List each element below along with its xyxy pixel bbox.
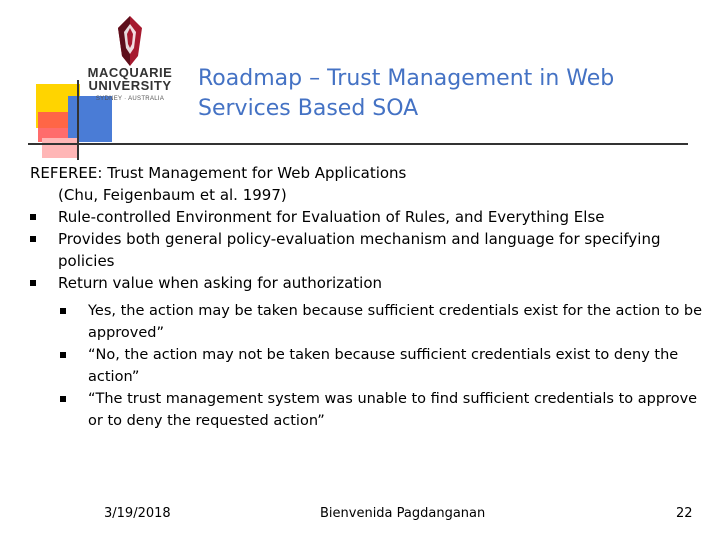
sub-bullet-list xyxy=(30,300,710,432)
sub-bullet-item xyxy=(30,344,710,388)
slide-title-line1: Roadmap – Trust Management in Web xyxy=(198,66,615,91)
bullet-item xyxy=(30,206,710,228)
footer-date: 3/19/2018 xyxy=(104,506,171,521)
university-location: SYDNEY · AUSTRALIA xyxy=(95,96,165,102)
bullet-text: Provides both general policy-evaluation mechanism and language for specifying policies xyxy=(58,230,661,270)
university-name-line1: MACQUARIE xyxy=(87,65,173,80)
square-bullet-icon xyxy=(60,308,66,314)
square-bullet-icon xyxy=(60,352,66,358)
university-name xyxy=(82,66,178,92)
sub-bullet-text: Yes, the action may be taken because sufficient credentials exist for the action to be approved” xyxy=(88,303,703,341)
square-bullet-icon xyxy=(30,280,36,286)
square-bullet-icon xyxy=(30,236,36,242)
slide-title xyxy=(198,64,698,124)
sub-bullet-item xyxy=(30,300,710,344)
sub-bullet-text: “The trust management system was unable to find sufficient credentials to approve or to deny the requested action” xyxy=(88,391,698,429)
sub-bullet-item xyxy=(30,388,710,432)
square-bullet-icon xyxy=(30,214,36,220)
decor-pink-square xyxy=(42,138,78,158)
bullet-item xyxy=(30,228,710,272)
bullet-text: Return value when asking for authorization xyxy=(58,274,383,292)
bullet-item xyxy=(30,272,710,294)
referee-citation: (Chu, Feigenbaum et al. 1997) xyxy=(58,186,287,204)
slide-title-line2: Services Based SOA xyxy=(198,96,419,121)
slide-body xyxy=(30,162,710,432)
footer-author: Bienvenida Pagdanganan xyxy=(320,506,486,521)
bullet-text: Rule-controlled Environment for Evaluation of Rules, and Everything Else xyxy=(58,208,605,226)
sub-bullet-text: “No, the action may not be taken because sufficient credentials exist to deny the action” xyxy=(88,347,679,385)
title-divider-line xyxy=(28,143,688,145)
decor-vertical-line xyxy=(77,80,79,160)
square-bullet-icon xyxy=(60,396,66,402)
university-name-line2: UNIVERSITY xyxy=(88,78,172,93)
referee-line: REFEREE: Trust Management for Web Applications xyxy=(30,164,407,182)
page-number: 22 xyxy=(676,506,693,521)
